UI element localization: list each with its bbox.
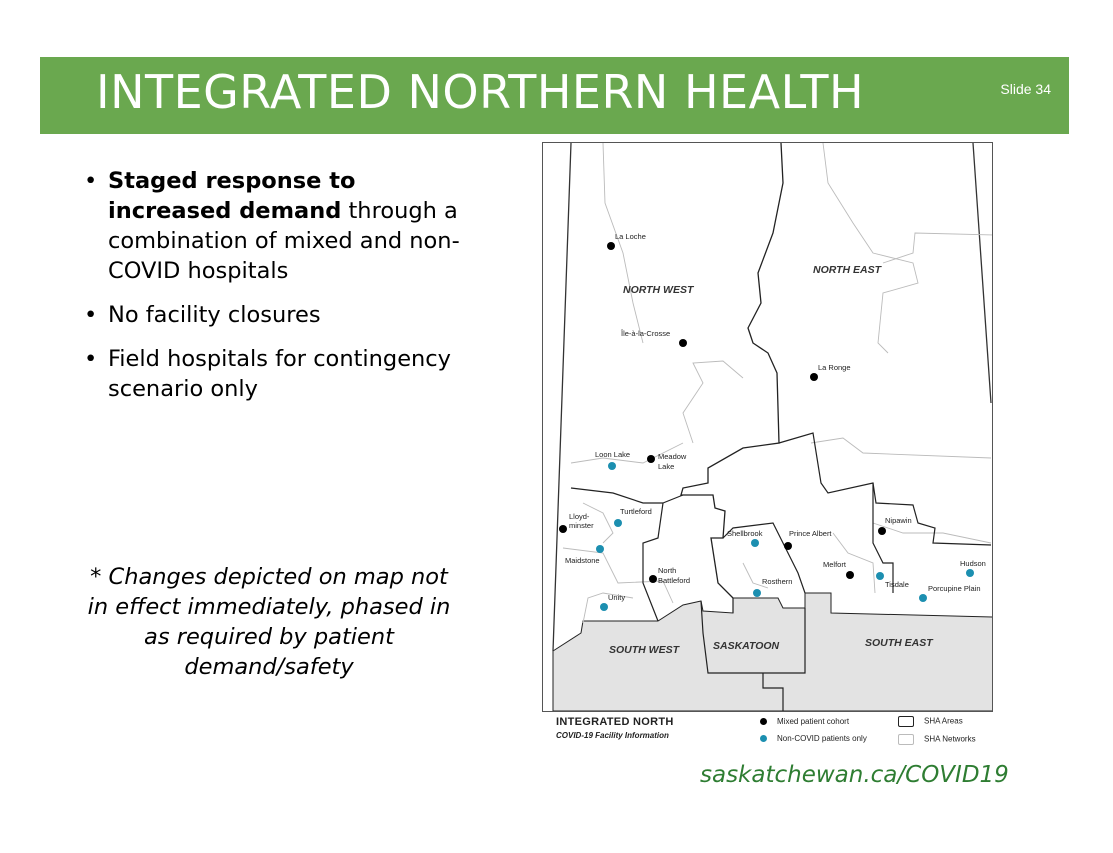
facility-marker-unity bbox=[600, 603, 608, 611]
footnote: * Changes depicted on map not in effect immediately, phased in as required by patient demand/safety bbox=[87, 564, 451, 680]
facility-marker-melfort bbox=[846, 571, 854, 579]
facility-label-north-battleford-2: Battleford bbox=[658, 576, 691, 585]
non-covid-facility-markers bbox=[596, 462, 974, 611]
bullet-text: through a combination of mixed and non-COVID hospitals bbox=[108, 198, 460, 284]
facility-marker-rosthern bbox=[753, 589, 761, 597]
facility-label-turtleford: Turtleford bbox=[620, 507, 652, 516]
facility-label-ile-a-la-crosse: Île-à-la-Crosse bbox=[621, 329, 671, 338]
facility-label-unity: Unity bbox=[608, 593, 626, 602]
bullet-list bbox=[80, 166, 480, 418]
slide-title: INTEGRATED NORTHERN HEALTH bbox=[96, 65, 865, 119]
bullet-bold-text: Staged response to increased demand bbox=[108, 168, 356, 224]
facility-marker-loon-lake bbox=[608, 462, 616, 470]
legend-subtitle: COVID-19 Facility Information bbox=[556, 731, 669, 740]
facility-label-meadow-lake-2: Lake bbox=[658, 462, 675, 471]
facility-label-nipawin: Nipawin bbox=[885, 516, 912, 525]
facility-marker-shellbrook bbox=[751, 539, 759, 547]
legend-item-mixed bbox=[760, 717, 849, 726]
facility-label-north-battleford: North bbox=[658, 566, 677, 575]
bullet-item bbox=[80, 166, 480, 286]
legend-label-sha-areas: SHA Areas bbox=[924, 716, 963, 726]
facility-label-porcupine-plain: Porcupine Plain bbox=[928, 584, 981, 593]
region-label-saskatoon: SASKATOON bbox=[713, 640, 780, 652]
legend-item-non-covid bbox=[760, 734, 867, 743]
facility-marker-la-loche bbox=[607, 242, 615, 250]
region-label-north-west: NORTH WEST bbox=[623, 284, 694, 296]
map-svg bbox=[543, 143, 992, 711]
facility-marker-hudson-bay bbox=[966, 569, 974, 577]
title-banner bbox=[40, 57, 1069, 134]
facility-marker-turtleford bbox=[614, 519, 622, 527]
region-label-south-west: SOUTH WEST bbox=[609, 644, 679, 656]
facility-label-meadow-lake: Meadow bbox=[658, 452, 687, 461]
legend-label-sha-networks: SHA Networks bbox=[924, 734, 976, 744]
facility-label-tisdale: Tisdale bbox=[885, 580, 909, 589]
mixed-dot-icon bbox=[760, 718, 767, 725]
province-boundary bbox=[553, 143, 991, 651]
facility-marker-porcupine-plain bbox=[919, 594, 927, 602]
non-covid-dot-icon bbox=[760, 735, 767, 742]
map-legend bbox=[556, 716, 996, 750]
legend-title: INTEGRATED NORTH bbox=[556, 716, 674, 728]
sha-network-shape-icon bbox=[898, 734, 914, 745]
region-label-south-east: SOUTH EAST bbox=[865, 637, 933, 649]
legend-label-mixed: Mixed patient cohort bbox=[777, 717, 850, 726]
facility-marker-la-ronge bbox=[810, 373, 818, 381]
footer-url: saskatchewan.ca/COVID19 bbox=[700, 762, 1009, 788]
facility-label-maidstone: Maidstone bbox=[565, 556, 600, 565]
facility-label-hudson-bay: Hudson bbox=[960, 559, 986, 568]
bullet-icon: • bbox=[84, 302, 98, 328]
sha-area-shape-icon bbox=[898, 716, 914, 727]
facility-marker-tisdale bbox=[876, 572, 884, 580]
legend-item-sha-networks bbox=[898, 734, 976, 745]
legend-item-sha-areas bbox=[898, 716, 963, 727]
facility-label-prince-albert: Prince Albert bbox=[789, 529, 832, 538]
map bbox=[542, 142, 993, 712]
facility-label-lloydminster: Lloyd- bbox=[569, 512, 590, 521]
bullet-text: No facility closures bbox=[108, 302, 321, 328]
bullet-item bbox=[80, 344, 480, 404]
bullet-icon: • bbox=[84, 168, 98, 194]
bullet-icon: • bbox=[84, 346, 98, 372]
region-label-north-east: NORTH EAST bbox=[813, 264, 882, 276]
facility-marker-prince-albert bbox=[784, 542, 792, 550]
facility-label-la-loche: La Loche bbox=[615, 232, 646, 241]
slide-number: Slide 34 bbox=[1000, 81, 1051, 97]
legend-label-non-covid: Non-COVID patients only bbox=[777, 734, 867, 743]
facility-marker-lloydminster bbox=[559, 525, 567, 533]
facility-marker-meadow-lake bbox=[647, 455, 655, 463]
facility-label-shellbrook: Shellbrook bbox=[727, 529, 763, 538]
facility-label-la-ronge: La Ronge bbox=[818, 363, 851, 372]
facility-marker-maidstone bbox=[596, 545, 604, 553]
facility-marker-north-battleford bbox=[649, 575, 657, 583]
mixed-facility-markers bbox=[559, 242, 886, 583]
facility-label-lloydminster-2: minster bbox=[569, 521, 594, 530]
bullet-item bbox=[80, 300, 480, 330]
facility-label-loon-lake: Loon Lake bbox=[595, 450, 631, 459]
facility-label-rosthern: Rosthern bbox=[762, 577, 793, 586]
facility-label-melfort: Melfort bbox=[823, 560, 846, 569]
facility-marker-ile-a-la-crosse bbox=[679, 339, 687, 347]
facility-marker-nipawin bbox=[878, 527, 886, 535]
bullet-text: Field hospitals for contingency scenario only bbox=[108, 346, 451, 402]
